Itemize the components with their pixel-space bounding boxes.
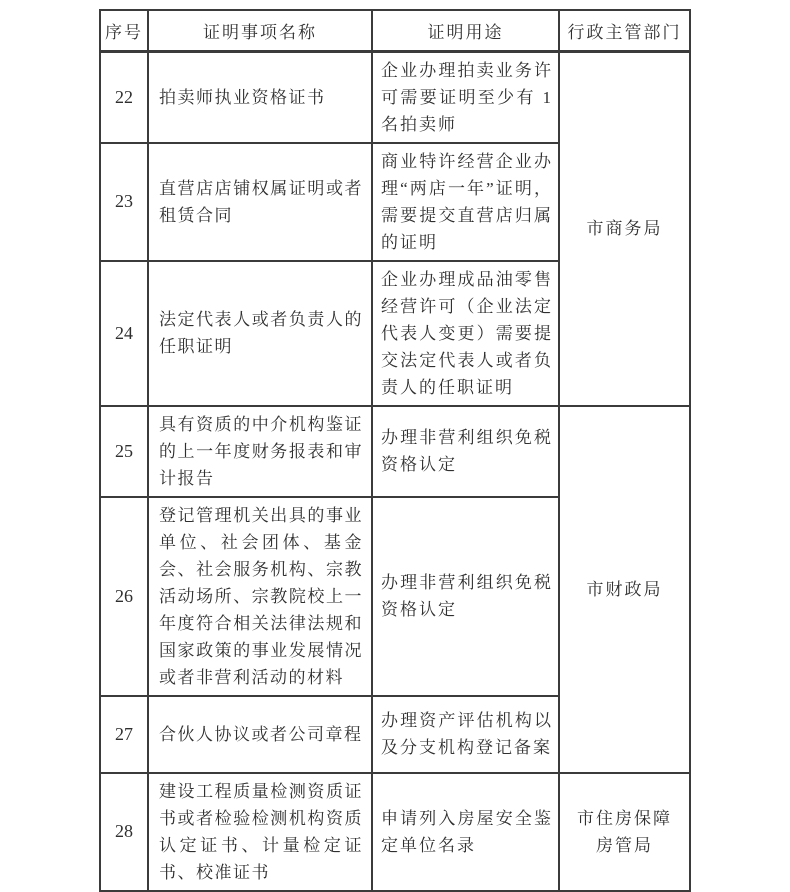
row-number-cell: 25 — [100, 406, 148, 497]
row-number-cell: 27 — [100, 696, 148, 773]
row-number-cell: 28 — [100, 773, 148, 891]
department-cell: 市住房保障房管局 — [559, 773, 690, 891]
purpose-cell: 企业办理拍卖业务许可需要证明至少有 1 名拍卖师 — [372, 51, 559, 143]
header-serial-number: 序号 — [100, 10, 148, 51]
table-row — [100, 51, 690, 143]
purpose-cell: 商业特许经营企业办理“两店一年”证明，需要提交直营店归属的证明 — [372, 143, 559, 261]
item-name-cell: 合伙人协议或者公司章程 — [148, 696, 372, 773]
item-name-cell: 具有资质的中介机构鉴证的上一年度财务报表和审计报告 — [148, 406, 372, 497]
certificate-items-table — [99, 9, 691, 892]
table-header-row — [100, 10, 690, 51]
purpose-cell: 申请列入房屋安全鉴定单位名录 — [372, 773, 559, 891]
row-number-cell: 24 — [100, 261, 148, 406]
purpose-cell: 企业办理成品油零售经营许可（企业法定代表人变更）需要提交法定代表人或者负责人的任职证明 — [372, 261, 559, 406]
item-name-cell: 法定代表人或者负责人的任职证明 — [148, 261, 372, 406]
purpose-cell: 办理非营利组织免税资格认定 — [372, 497, 559, 696]
row-number-cell: 23 — [100, 143, 148, 261]
item-name-cell: 登记管理机关出具的事业单位、社会团体、基金会、社会服务机构、宗教活动场所、宗教院校上一年度符合相关法律法规和国家政策的事业发展情况或者非营利活动的材料 — [148, 497, 372, 696]
row-number-cell: 22 — [100, 51, 148, 143]
header-department: 行政主管部门 — [559, 10, 690, 51]
header-item-name: 证明事项名称 — [148, 10, 372, 51]
table-row — [100, 406, 690, 497]
department-cell: 市财政局 — [559, 406, 690, 773]
purpose-cell: 办理非营利组织免税资格认定 — [372, 406, 559, 497]
header-purpose: 证明用途 — [372, 10, 559, 51]
item-name-cell: 建设工程质量检测资质证书或者检验检测机构资质认定证书、计量检定证书、校准证书 — [148, 773, 372, 891]
row-number-cell: 26 — [100, 497, 148, 696]
purpose-cell: 办理资产评估机构以及分支机构登记备案 — [372, 696, 559, 773]
item-name-cell: 直营店店铺权属证明或者租赁合同 — [148, 143, 372, 261]
department-cell: 市商务局 — [559, 51, 690, 406]
item-name-cell: 拍卖师执业资格证书 — [148, 51, 372, 143]
